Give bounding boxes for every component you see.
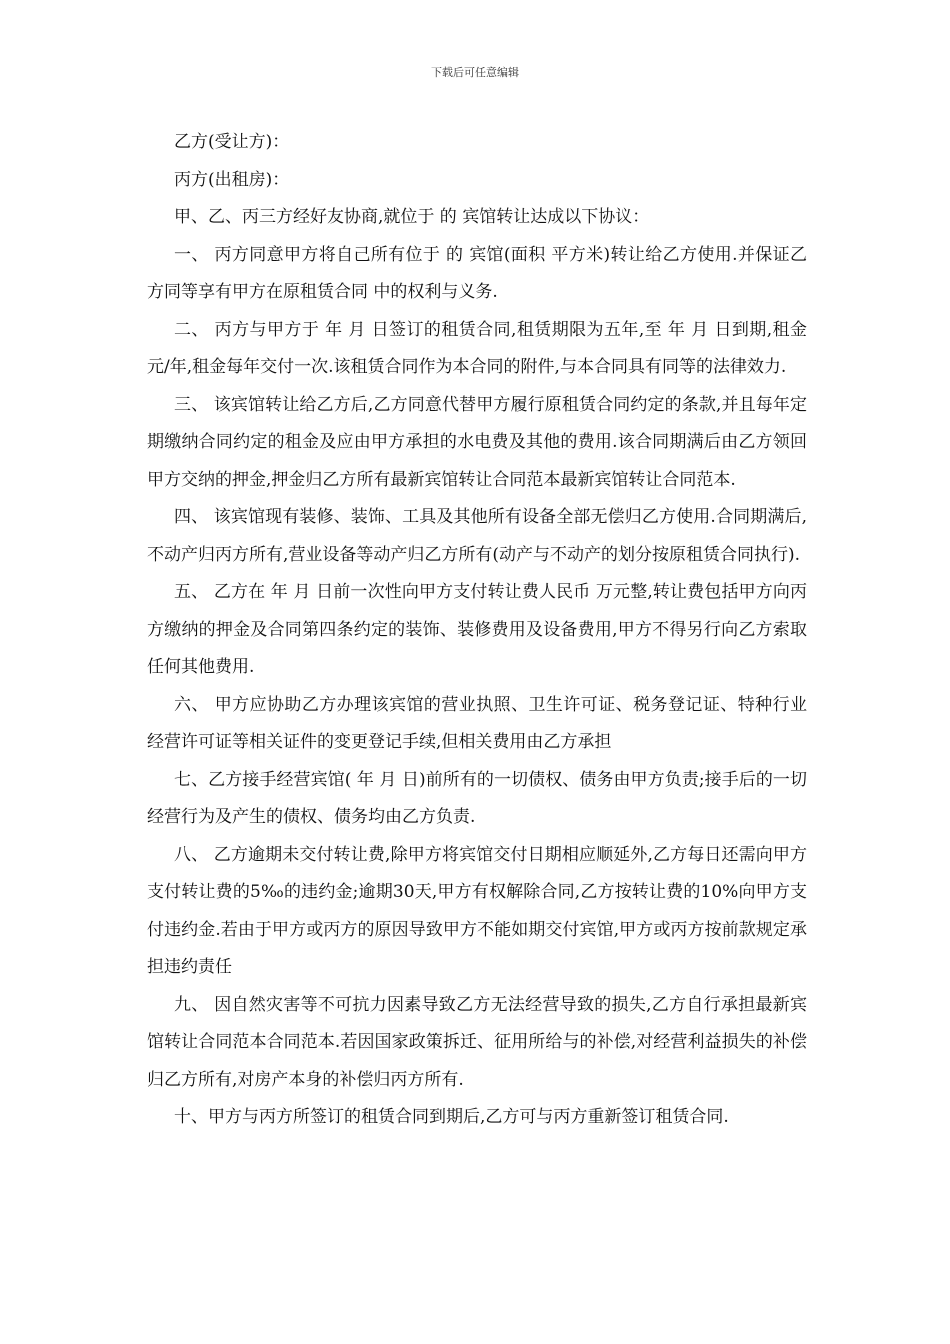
clause-3: 三、 该宾馆转让给乙方后,乙方同意代替甲方履行原租赁合同约定的条款,并且每年定期缴纳合同约定的租金及应由甲方承担的水电费及其他的费用.该合同期满后由乙方领回甲方交纳的押金,押金归乙方所有最新宾馆转让合同范本最新宾馆转让合同范本. — [147, 394, 807, 490]
clause-4: 四、 该宾馆现有装修、装饰、工具及其他所有设备全部无偿归乙方使用.合同期满后,不动产归丙方所有,营业设备等动产归乙方所有(动产与不动产的划分按原租赁合同执行). — [147, 507, 807, 565]
clause-10: 十、甲方与丙方所签订的租赁合同到期后,乙方可与丙方重新签订租赁合同. — [174, 1107, 729, 1127]
clause-7: 七、乙方接手经营宾馆( 年 月 日)前所有的一切债权、债务由甲方负责;接手后的一切经营行为及产生的债权、债务均由乙方负责. — [147, 769, 807, 827]
clause-8: 八、 乙方逾期未交付转让费,除甲方将宾馆交付日期相应顺延外,乙方每日还需向甲方支付转让费的5‰的违约金;逾期30天,甲方有权解除合同,乙方按转让费的10%向甲方支付违约金.若由于甲方或丙方的原因导致甲方不能如期交付宾馆,甲方或丙方按前款规定承担违约责任 — [147, 844, 807, 977]
clause-5: 五、 乙方在 年 月 日前一次性向甲方支付转让费人民币 万元整,转让费包括甲方向丙方缴纳的押金及合同第四条约定的装饰、装修费用及设备费用,甲方不得另行向乙方索取任何其他费用. — [147, 582, 807, 677]
party-c-line: 丙方(出租房)： — [174, 169, 290, 190]
clause-6: 六、 甲方应协助乙方办理该宾馆的营业执照、卫生许可证、税务登记证、特种行业经营许可证等相关证件的变更登记手续,但相关费用由乙方承担 — [147, 694, 807, 752]
clause-1: 一、 丙方同意甲方将自己所有位于 的 宾馆(面积 平方米)转让给乙方使用.并保证乙方同等享有甲方在原租赁合同 中的权利与义务. — [147, 244, 807, 302]
clause-9: 九、 因自然灾害等不可抗力因素导致乙方无法经营导致的损失,乙方自行承担最新宾馆转让合同范本合同范本.若因国家政策拆迁、征用所给与的补偿,对经营利益损失的补偿归乙方所有,对房产本身的补偿归丙方所有. — [147, 994, 807, 1090]
page-header: 下载后可任意编辑 — [431, 66, 519, 79]
intro-paragraph: 甲、乙、丙三方经好友协商,就位于 的 宾馆转让达成以下协议： — [174, 207, 650, 227]
party-b-line: 乙方(受让方)： — [174, 132, 290, 152]
clause-2: 二、 丙方与甲方于 年 月 日签订的租赁合同,租赁期限为五年,至 年 月 日到期,租金 元/年,租金每年交付一次.该租赁合同作为本合同的附件,与本合同具有同等的法律效力. — [147, 319, 807, 377]
contract-body — [147, 124, 807, 1137]
